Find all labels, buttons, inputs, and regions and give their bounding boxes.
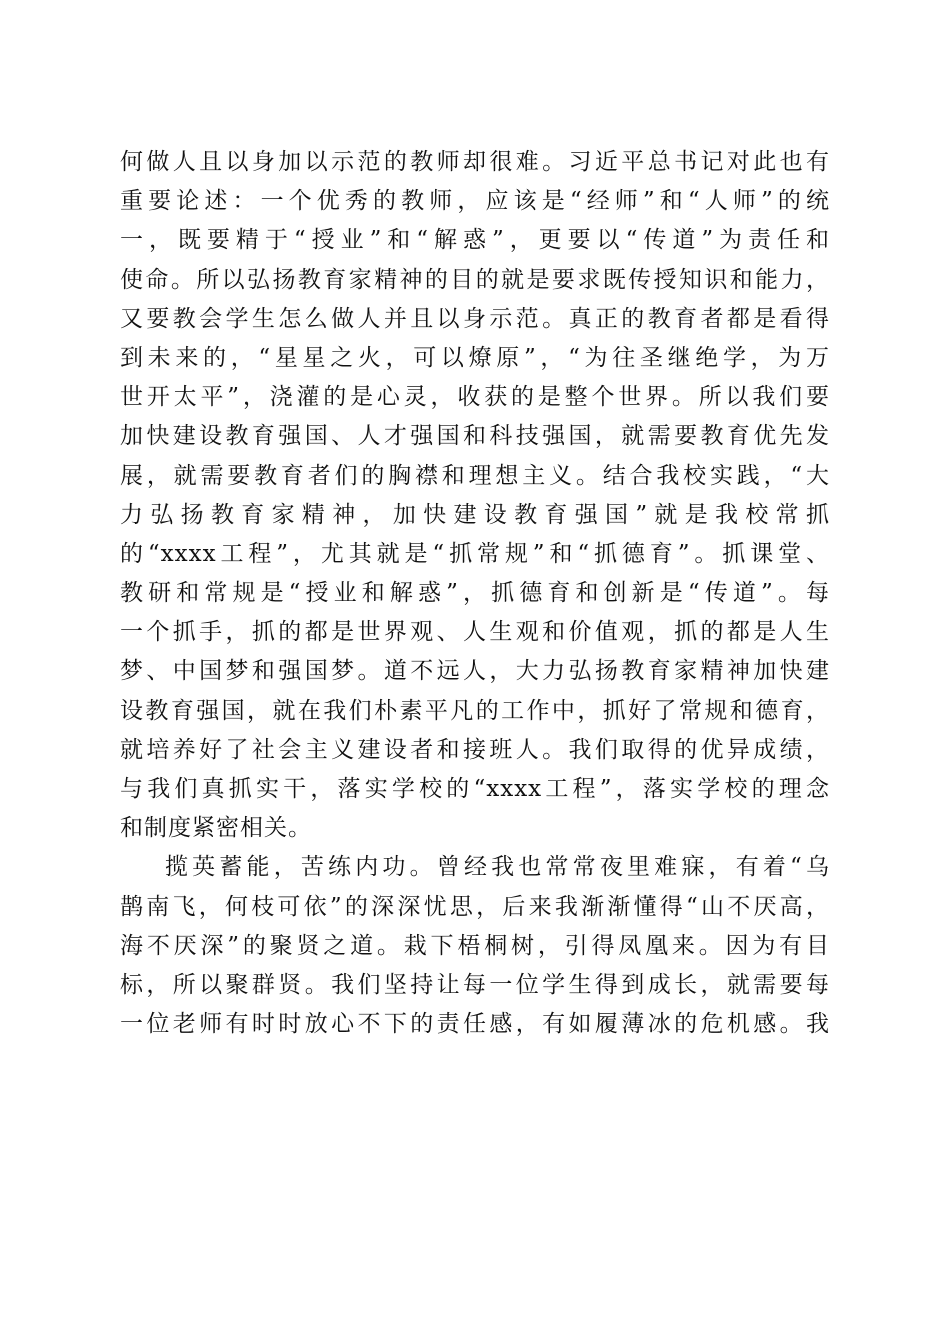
paragraph-line: 何做人且以身加以示范的教师却很难。习近平总书记对此也有 (120, 149, 830, 175)
paragraph-line: 与我们真抓实干，落实学校的“xxxx工程”，落实学校的理念 (120, 776, 830, 802)
paragraph-line: 海不厌深”的聚贤之道。栽下梧桐树，引得凤凰来。因为有目 (120, 932, 830, 959)
paragraph-line: 使命。所以弘扬教育家精神的目的就是要求既传授知识和能力， (120, 266, 830, 293)
paragraph-line: 一位老师有时时放心不下的责任感，有如履薄冰的危机感。我 (120, 1011, 830, 1038)
paragraph-line: 就培养好了社会主义建设者和接班人。我们取得的优异成绩， (120, 736, 830, 763)
paragraph-line: 鹊南飞，何枝可依”的深深忧思，后来我渐渐懂得“山不厌高， (120, 893, 830, 920)
paragraph-line: 标，所以聚群贤。我们坚持让每一位学生得到成长，就需要每 (120, 971, 830, 998)
paragraph-1 (120, 143, 830, 848)
paragraph-line: 梦、中国梦和强国梦。道不远人，大力弘扬教育家精神加快建 (120, 658, 830, 685)
body-text (120, 143, 830, 1044)
paragraph-line: 一个抓手，抓的都是世界观、人生观和价值观，抓的都是人生 (120, 619, 830, 646)
paragraph-line: 和制度紧密相关。 (120, 815, 312, 842)
paragraph-line: 重要论述：一个优秀的教师，应该是“经师”和“人师”的统 (120, 188, 830, 215)
paragraph-line: 一，既要精于“授业”和“解惑”，更要以“传道”为责任和 (120, 227, 830, 254)
paragraph-line: 又要教会学生怎么做人并且以身示范。真正的教育者都是看得 (120, 305, 830, 332)
paragraph-line: 力弘扬教育家精神，加快建设教育强国”就是我校常抓 (120, 501, 830, 528)
paragraph-line: 教研和常规是“授业和解惑”，抓德育和创新是“传道”。每 (120, 580, 830, 607)
paragraph-line: 展，就需要教育者们的胸襟和理想主义。结合我校实践，“大 (120, 462, 830, 489)
paragraph-line: 到未来的，“星星之火，可以燎原”，“为往圣继绝学，为万 (120, 344, 830, 371)
paragraph-line: 揽英蓄能，苦练内功。曾经我也常常夜里难寐，有着“乌 (165, 854, 830, 881)
paragraph-2 (120, 848, 830, 1044)
paragraph-line: 设教育强国，就在我们朴素平凡的工作中，抓好了常规和德育， (120, 697, 830, 724)
paragraph-line: 世开太平”，浇灌的是心灵，收获的是整个世界。所以我们要 (120, 384, 830, 411)
paragraph-line: 的“xxxx工程”，尤其就是“抓常规”和“抓德育”。抓课堂、 (120, 540, 830, 567)
paragraph-line: 加快建设教育强国、人才强国和科技强国，就需要教育优先发 (120, 423, 830, 450)
